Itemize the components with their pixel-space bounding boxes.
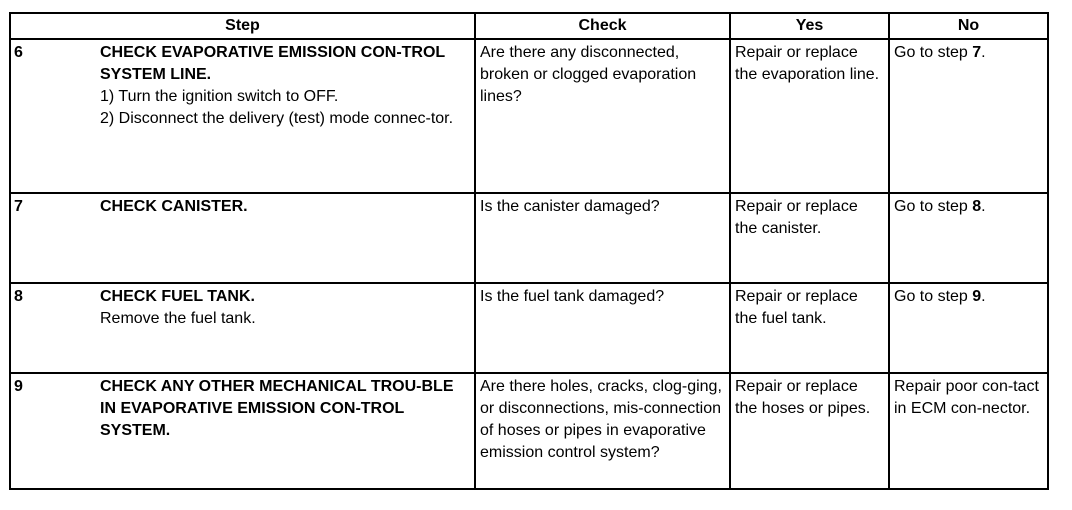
no-cell xyxy=(889,283,1048,373)
step-title: CHECK FUEL TANK. xyxy=(100,288,255,305)
no-prefix: Go to step xyxy=(894,44,973,61)
step-cell xyxy=(10,193,475,283)
check-cell: Are there holes, cracks, clog-ging, or disconnections, mis-connection of hoses or pipes in evaporative emission control system? xyxy=(475,373,730,489)
step-cell xyxy=(10,39,475,193)
check-cell: Is the fuel tank damaged? xyxy=(475,283,730,373)
step-title: CHECK ANY OTHER MECHANICAL TROU-BLE IN EVAPORATIVE EMISSION CON-TROL SYSTEM. xyxy=(100,378,454,439)
header-no: No xyxy=(889,13,1048,39)
header-step: Step xyxy=(10,13,475,39)
step-cell xyxy=(10,373,475,489)
substep: 1) Turn the ignition switch to OFF. xyxy=(100,88,339,105)
table-row xyxy=(10,373,1048,489)
step-cell xyxy=(10,283,475,373)
table-row xyxy=(10,39,1048,193)
yes-cell: Repair or replace the hoses or pipes. xyxy=(730,373,889,489)
no-step-ref: 7 xyxy=(972,44,982,61)
step-number: 8 xyxy=(14,288,23,305)
step-number: 6 xyxy=(14,44,23,61)
step-title: CHECK CANISTER. xyxy=(100,198,248,215)
yes-cell: Repair or replace the evaporation line. xyxy=(730,39,889,193)
no-suffix: . xyxy=(981,44,986,61)
no-cell xyxy=(889,39,1048,193)
step-detail: Remove the fuel tank. xyxy=(100,310,256,327)
no-prefix: Go to step xyxy=(894,198,973,215)
yes-cell: Repair or replace the canister. xyxy=(730,193,889,283)
yes-cell: Repair or replace the fuel tank. xyxy=(730,283,889,373)
table-row xyxy=(10,193,1048,283)
header-yes: Yes xyxy=(730,13,889,39)
check-cell: Are there any disconnected, broken or clogged evaporation lines? xyxy=(475,39,730,193)
no-cell: Repair poor con-tact in ECM con-nector. xyxy=(889,373,1048,489)
header-row xyxy=(10,13,1048,39)
no-suffix: . xyxy=(981,198,986,215)
step-title: CHECK EVAPORATIVE EMISSION CON-TROL SYSTEM LINE. xyxy=(100,44,445,83)
check-cell: Is the canister damaged? xyxy=(475,193,730,283)
no-step-ref: 9 xyxy=(972,288,982,305)
step-number: 9 xyxy=(14,378,23,395)
step-number: 7 xyxy=(14,198,23,215)
diagnostic-table xyxy=(9,12,1049,490)
no-step-ref: 8 xyxy=(972,198,982,215)
no-prefix: Go to step xyxy=(894,288,973,305)
no-suffix: . xyxy=(981,288,986,305)
no-cell xyxy=(889,193,1048,283)
header-check: Check xyxy=(475,13,730,39)
substep: 2) Disconnect the delivery (test) mode connec-tor. xyxy=(100,110,454,127)
table-row xyxy=(10,283,1048,373)
